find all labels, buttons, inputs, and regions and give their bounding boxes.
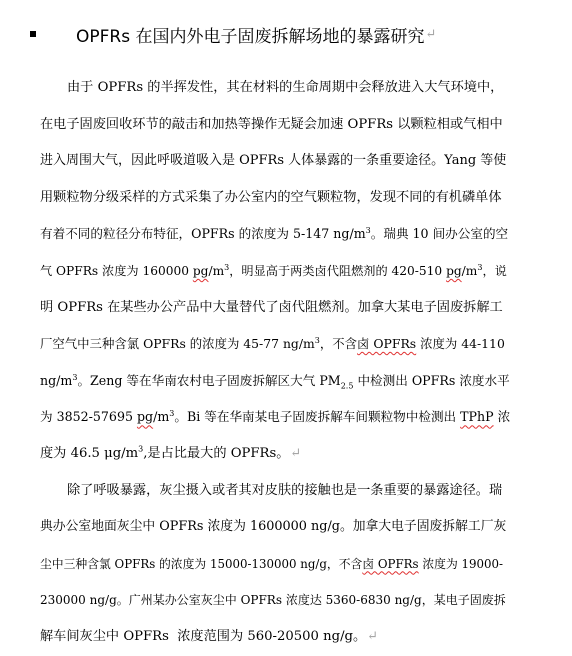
paragraph-1-line-11: 度为 46.5 $\mu g/m^3$,是占比最大的 OPFRs。 ↵ <box>40 436 524 473</box>
heading-title: OPFRs 在国内外电子固废拆解场地的暴露研究 <box>76 26 425 47</box>
section-heading <box>30 20 560 48</box>
paragraph-1-line-8: 厂空气中三种含氯 OPFRs 的浓度为 45-77 $ng/m^3$，不含卤 OPFRs 浓度为 44-110 <box>40 336 505 352</box>
paragraph-mark-icon: ↵ <box>290 445 302 461</box>
paragraph-1-line-5: 有着不同的粒径分布特征，OPFRs 的浓度为 5-147 $ng/m^3$。瑞典 10 间办公室的空 <box>40 226 509 242</box>
paragraph-2-line-4: 230000 ng/g。广州某办公室灰尘中 OPFRs 浓度达 5360-6830 ng/g，某电子固废拆 <box>40 593 506 608</box>
spellcheck-underline: pg <box>446 263 462 278</box>
paragraph-2-line-2: 典办公室地面灰尘中 OPFRs 浓度为 1600000 ng/g。加拿大电子固废拆解工厂灰 <box>40 519 507 535</box>
paragraph-1-line-7: 明 OPFRs 在某些办公产品中大量替代了卤代阻燃剂。加拿大某电子固废拆解工 <box>40 299 503 315</box>
document-body <box>40 70 524 656</box>
heading-bullet-icon <box>30 31 36 37</box>
paragraph-mark-icon: ↵ <box>367 628 379 644</box>
paragraph-1-line-1: 由于 OPFRs 的半挥发性，其在材料的生命周期中会释放进入大气环境中， <box>67 80 504 95</box>
paragraph-1-line-9: $ng/m^3$。Zeng 等在华南农村电子固废拆解区大气 $PM_{2.5}$ 中检测出 OPFRs 浓度水平 <box>40 372 510 391</box>
paragraph-1-line-3: 进入周围大气，因此呼吸道吸入是 OPFRs 人体暴露的一条重要途径。Yang 等使 <box>40 153 507 169</box>
paragraph-1-line-10: 为 3852-57695 $pg/m^3$。Bi 等在华南某电子固废拆解车间颗粒物中检测出 TPhP 浓 <box>40 409 511 425</box>
paragraph-2-line-1: 除了呼吸暴露，灰尘摄入或者其对皮肤的接触也是一条重要的暴露途径。瑞 <box>67 482 503 498</box>
paragraph-1-line-6: 气 OPFRs 浓度为 160000 $pg/m^3$，明显高于两类卤代阻燃剂的 420-510 $pg/m^3$，说 <box>40 262 507 278</box>
spellcheck-underline: TPhP <box>460 409 494 425</box>
paragraph-1-line-2: 在电子固废回收环节的敲击和加热等操作无疑会加速 OPFRs 以颗粒相或气相中 <box>40 116 503 132</box>
paragraph-1-line-4: 用颗粒物分级采样的方式采集了办公室内的空气颗粒物，发现不同的有机磷单体 <box>40 189 502 205</box>
spellcheck-underline: 卤 OPFRs <box>357 336 417 352</box>
spellcheck-underline: 卤 OPFRs <box>362 556 419 571</box>
paragraph-2-line-3: 尘中三种含氯 OPFRs 的浓度为 15000-130000 ng/g，不含卤 OPFRs 浓度为 19000- <box>40 556 504 571</box>
spellcheck-underline: pg <box>136 409 154 425</box>
paragraph-2-line-5: 解车间灰尘中 OPFRs 浓度范围为 560-20500 ng/g。 ↵ <box>40 619 524 656</box>
paragraph-mark-icon: ↵ <box>425 26 437 42</box>
spellcheck-underline: pg <box>192 263 209 278</box>
